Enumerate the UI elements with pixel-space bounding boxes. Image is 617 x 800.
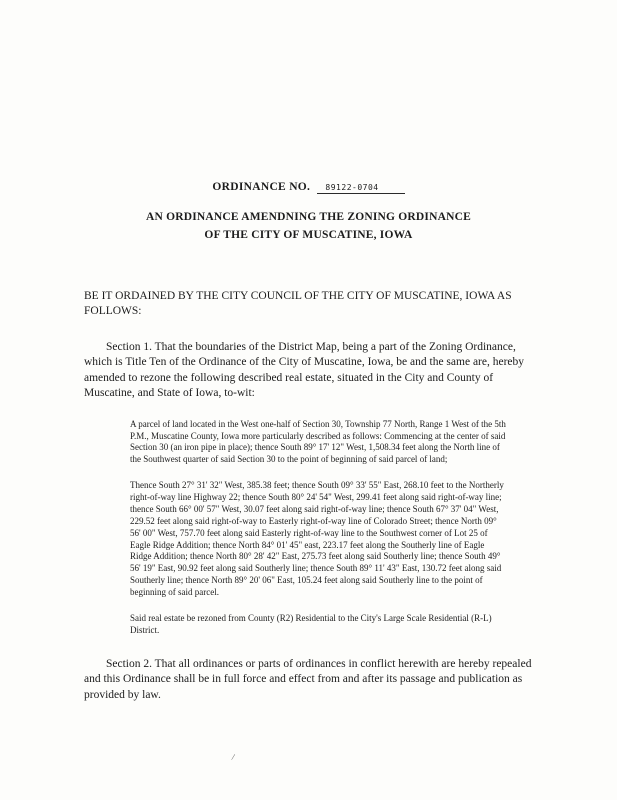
stray-scan-mark: / [230,751,236,763]
title-line-2: OF THE CITY OF MUSCATINE, IOWA [204,228,413,241]
ordinance-number: 89122-0704 [317,183,404,194]
legal-description-2: Thence South 27° 31' 32" West, 385.38 feet; thence South 09° 33' 55" East, 268.10 feet to the Northerly right-of-way line Highway 22; thence South 80° 24' 54" West, 299.41 feet along said right-of-way line; thence South 66° 00' 57" West, 30.07 feet along said right-of-way line; thence South 67° 37' 04" West, 229.52 feet along said right-of-way to Easterly right-of-way line of Colorado Street; thence North 09° 56' 00" West, 757.70 feet along said Easterly right-of-way line to the Southwest corner of Lot 25 of Eagle Ridge Addition; thence North 84° 01' 45" east, 223.17 feet along the Southerly line of Eagle Ridge Addition; thence North 80° 28' 42" East, 275.73 feet along said Southerly line; thence South 49° 56' 19" East, 90.92 feet along said Southerly line; thence South 89° 11' 43" East, 130.72 feet along said Southerly line; thence North 89° 20' 06" East, 105.24 feet along said Southerly line to the point of beginning of said parcel. [130,480,504,598]
ordinance-number-line [84,181,533,194]
legal-description-1: A parcel of land located in the West one-half of Section 30, Township 77 North, Range 1 West of the 5th P.M., Muscatine County, Iowa more particularly described as follows: Commencing at the center of said Section 30 (an iron pipe in place); thence South 89° 17' 12" West, 1,508.34 feet along the North line of the Southwest quarter of said Section 30 to the point of beginning of said parcel of land; [130,418,506,465]
title-line-1: AN ORDINANCE AMENDNING THE ZONING ORDINANCE [146,211,471,223]
legal-description-3: Said real estate be rezoned from County (R2) Residential to the City's Large Scale Residential (R-L) District. [130,612,492,635]
section1-paragraph: Section 1. That the boundaries of the District Map, being a part of the Zoning Ordinance, which is Title Ten of the Ordinance of the City of Muscatine, Iowa, be and the same are, hereby amended to rezone the following described real estate, situated in the City and County of Muscatine, and State of Iowa, to-wit: [84,340,525,400]
document-title [84,209,533,245]
ordinance-label: ORDINANCE NO. [212,181,311,193]
preamble-paragraph: BE IT ORDAINED BY THE CITY COUNCIL OF THE CITY OF MUSCATINE, IOWA AS FOLLOWS: [84,289,512,318]
section2-paragraph: Section 2. That all ordinances or parts of ordinances in conflict herewith are hereby repealed and this Ordinance shall be in full force and effect from and after its passage and publication as provided by law. [84,657,532,701]
